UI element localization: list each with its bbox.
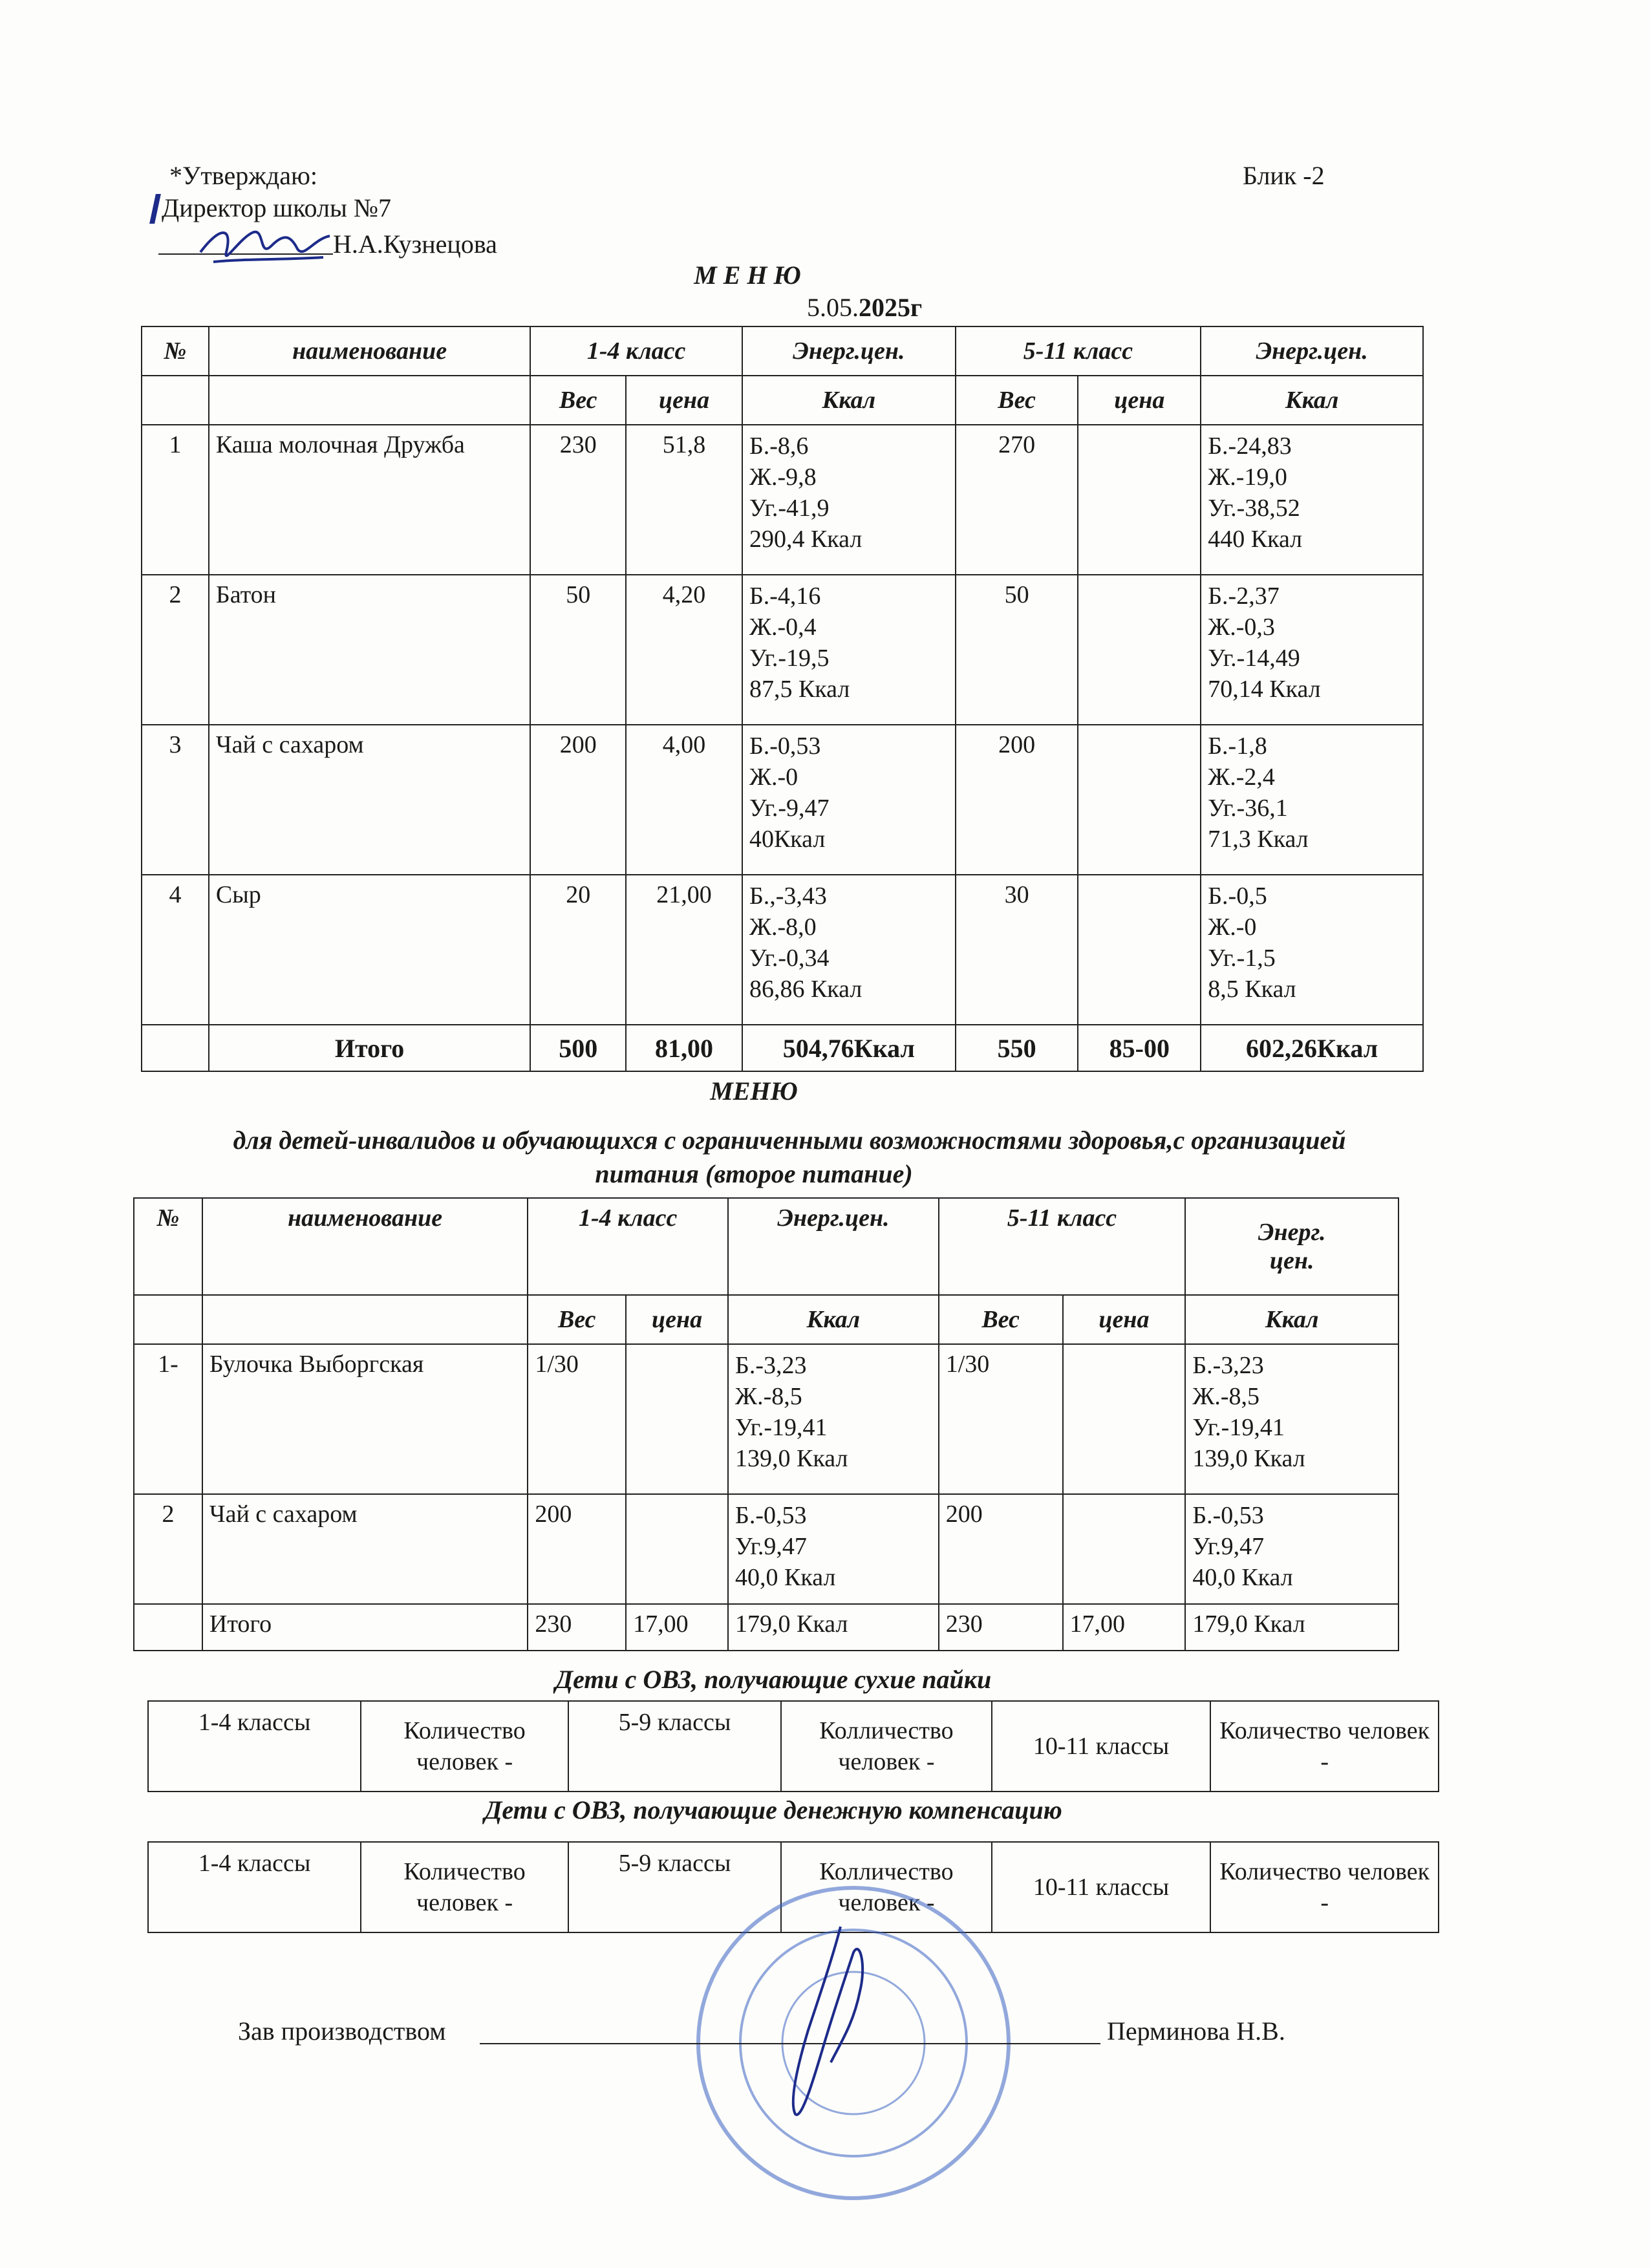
col-kcal-1: Ккал (742, 376, 956, 425)
row-number: 4 (142, 875, 209, 1025)
weight-5-11: 50 (956, 575, 1078, 725)
total-row (142, 1025, 1423, 1071)
col-number: № (134, 1198, 202, 1295)
total-label: Итого (202, 1604, 528, 1651)
dish-name: Чай с сахаром (202, 1494, 528, 1604)
price-5-11 (1078, 725, 1201, 875)
price-5-11 (1078, 425, 1201, 575)
dry-cell-count-10-11: Количество человек - (1210, 1701, 1439, 1792)
comp-cell-grade-1-4: 1-4 классы (148, 1842, 361, 1932)
table-row (142, 725, 1423, 875)
total-energy-1-4: 179,0 Ккал (728, 1604, 939, 1651)
weight-1-4: 200 (528, 1494, 626, 1604)
col-kcal-2: Ккал (1185, 1295, 1398, 1344)
col-name: наименование (209, 326, 530, 376)
col-price-2: цена (1063, 1295, 1186, 1344)
total-price-1-4: 81,00 (626, 1025, 742, 1071)
dry-cell-count-5-9: Колличество человек - (781, 1701, 992, 1792)
weight-1-4: 230 (530, 425, 626, 575)
menu2-subtitle-line1: для детей-инвалидов и обучающихся с ограниченными возможностями здоровья,с организацией (233, 1126, 1346, 1155)
margin-mark (149, 194, 161, 224)
weight-5-11: 200 (939, 1494, 1063, 1604)
weight-1-4: 200 (530, 725, 626, 875)
col-kcal-2: Ккал (1201, 376, 1423, 425)
energy-5-11: Б.-3,23 Ж.-8,5 Уг.-19,41 139,0 Ккал (1185, 1344, 1398, 1494)
col-group-5-11: 5-11 класс (956, 326, 1201, 376)
total-weight-5-11: 230 (939, 1604, 1063, 1651)
total-energy-5-11: 602,26Ккал (1201, 1025, 1423, 1071)
energy-1-4: Б.,-3,43 Ж.-8,0 Уг.-0,34 86,86 Ккал (742, 875, 956, 1025)
row-number: 2 (134, 1494, 202, 1604)
col-weight-2: Вес (956, 376, 1078, 425)
energy-5-11: Б.-0,5 Ж.-0 Уг.-1,5 8,5 Ккал (1201, 875, 1423, 1025)
col-weight-1: Вес (528, 1295, 626, 1344)
total-weight-1-4: 500 (530, 1025, 626, 1071)
menu2-title: МЕНЮ (710, 1076, 798, 1106)
comp-cell-count-10-11: Количество человек - (1210, 1842, 1439, 1932)
row-number: 1- (134, 1344, 202, 1494)
weight-5-11: 270 (956, 425, 1078, 575)
total-price-5-11: 85-00 (1078, 1025, 1201, 1071)
energy-1-4: Б.-0,53 Ж.-0 Уг.-9,47 40Ккал (742, 725, 956, 875)
col-kcal-1: Ккал (728, 1295, 939, 1344)
energy-5-11: Б.-0,53 Уг.9,47 40,0 Ккал (1185, 1494, 1398, 1604)
weight-1-4: 1/30 (528, 1344, 626, 1494)
menu-table (141, 326, 1424, 1072)
total-weight-5-11: 550 (956, 1025, 1078, 1071)
price-5-11 (1078, 875, 1201, 1025)
comp-cell-count-5-9: Колличество человек - (781, 1842, 992, 1932)
energy-5-11: Б.-1,8 Ж.-2,4 Уг.-36,1 71,3 Ккал (1201, 725, 1423, 875)
weight-1-4: 50 (530, 575, 626, 725)
comp-cell-count-1-4: Количество человек - (361, 1842, 568, 1932)
total-energy-1-4: 504,76Ккал (742, 1025, 956, 1071)
footer-name: Перминова Н.В. (1107, 2017, 1285, 2046)
col-energy-2: Энерг. цен. (1185, 1198, 1398, 1295)
price-1-4: 4,00 (626, 725, 742, 875)
col-price-1: цена (626, 376, 742, 425)
energy-1-4: Б.-3,23 Ж.-8,5 Уг.-19,41 139,0 Ккал (728, 1344, 939, 1494)
col-energy-1: Энерг.цен. (742, 326, 956, 376)
col-group-1-4: 1-4 класс (528, 1198, 728, 1295)
col-weight-2: Вес (939, 1295, 1063, 1344)
menu-title: М Е Н Ю (694, 261, 801, 290)
ovz-menu-table (133, 1197, 1399, 1651)
col-price-2: цена (1078, 376, 1201, 425)
energy-1-4: Б.-0,53 Уг.9,47 40,0 Ккал (728, 1494, 939, 1604)
price-1-4 (626, 1344, 728, 1494)
col-group-1-4: 1-4 класс (530, 326, 742, 376)
table-row (142, 575, 1423, 725)
weight-5-11: 30 (956, 875, 1078, 1025)
footer-label: Зав производством (238, 2017, 446, 2046)
dry-cell-grade-10-11: 10-11 классы (992, 1701, 1211, 1792)
price-1-4: 21,00 (626, 875, 742, 1025)
total-row (134, 1604, 1398, 1651)
manager-signature (763, 1914, 892, 2127)
table-row (142, 425, 1423, 575)
comp-cell-grade-5-9: 5-9 классы (568, 1842, 781, 1932)
price-5-11 (1063, 1344, 1186, 1494)
col-price-1: цена (626, 1295, 728, 1344)
total-label: Итого (209, 1025, 530, 1071)
energy-1-4: Б.-4,16 Ж.-0,4 Уг.-19,5 87,5 Ккал (742, 575, 956, 725)
document-code: Блик -2 (1243, 161, 1325, 190)
menu-date-day: 5.05. (807, 293, 859, 322)
energy-1-4: Б.-8,6 Ж.-9,8 Уг.-41,9 290,4 Ккал (742, 425, 956, 575)
table-row (142, 875, 1423, 1025)
price-1-4: 51,8 (626, 425, 742, 575)
col-name: наименование (202, 1198, 528, 1295)
approve-label: *Утверждаю: (169, 161, 317, 190)
price-5-11 (1078, 575, 1201, 725)
price-1-4 (626, 1494, 728, 1604)
price-5-11 (1063, 1494, 1186, 1604)
total-price-1-4: 17,00 (626, 1604, 728, 1651)
col-energy-2: Энерг.цен. (1201, 326, 1423, 376)
energy-5-11: Б.-24,83 Ж.-19,0 Уг.-38,52 440 Ккал (1201, 425, 1423, 575)
table-row (134, 1494, 1398, 1604)
director-name: Н.А.Кузнецова (333, 230, 497, 259)
energy-5-11: Б.-2,37 Ж.-0,3 Уг.-14,49 70,14 Ккал (1201, 575, 1423, 725)
price-1-4: 4,20 (626, 575, 742, 725)
comp-cell-grade-10-11: 10-11 классы (992, 1842, 1211, 1932)
dish-name: Батон (209, 575, 530, 725)
dry-cell-grade-1-4: 1-4 классы (148, 1701, 361, 1792)
dish-name: Булочка Выборгская (202, 1344, 528, 1494)
col-number: № (142, 326, 209, 376)
dry-rations-table (147, 1700, 1439, 1792)
compensation-title: Дети с ОВЗ, получающие денежную компенсацию (484, 1795, 1062, 1824)
row-number: 3 (142, 725, 209, 875)
dish-name: Чай с сахаром (209, 725, 530, 875)
menu2-subtitle-line2: питания (второе питание) (595, 1159, 913, 1188)
weight-1-4: 20 (530, 875, 626, 1025)
row-number: 1 (142, 425, 209, 575)
menu-date-year: 2025г (859, 293, 923, 322)
col-energy-1: Энерг.цен. (728, 1198, 939, 1295)
row-number: 2 (142, 575, 209, 725)
dry-cell-count-1-4: Количество человек - (361, 1701, 568, 1792)
table-row (134, 1344, 1398, 1494)
col-group-5-11: 5-11 класс (939, 1198, 1186, 1295)
weight-5-11: 1/30 (939, 1344, 1063, 1494)
total-weight-1-4: 230 (528, 1604, 626, 1651)
total-energy-5-11: 179,0 Ккал (1185, 1604, 1398, 1651)
dish-name: Сыр (209, 875, 530, 1025)
dry-rations-title: Дети с ОВЗ, получающие сухие пайки (555, 1665, 992, 1694)
dish-name: Каша молочная Дружба (209, 425, 530, 575)
total-price-5-11: 17,00 (1063, 1604, 1186, 1651)
weight-5-11: 200 (956, 725, 1078, 875)
director-label: Директор школы №7 (162, 193, 391, 222)
dry-cell-grade-5-9: 5-9 классы (568, 1701, 781, 1792)
menu-date (807, 292, 922, 323)
col-weight-1: Вес (530, 376, 626, 425)
